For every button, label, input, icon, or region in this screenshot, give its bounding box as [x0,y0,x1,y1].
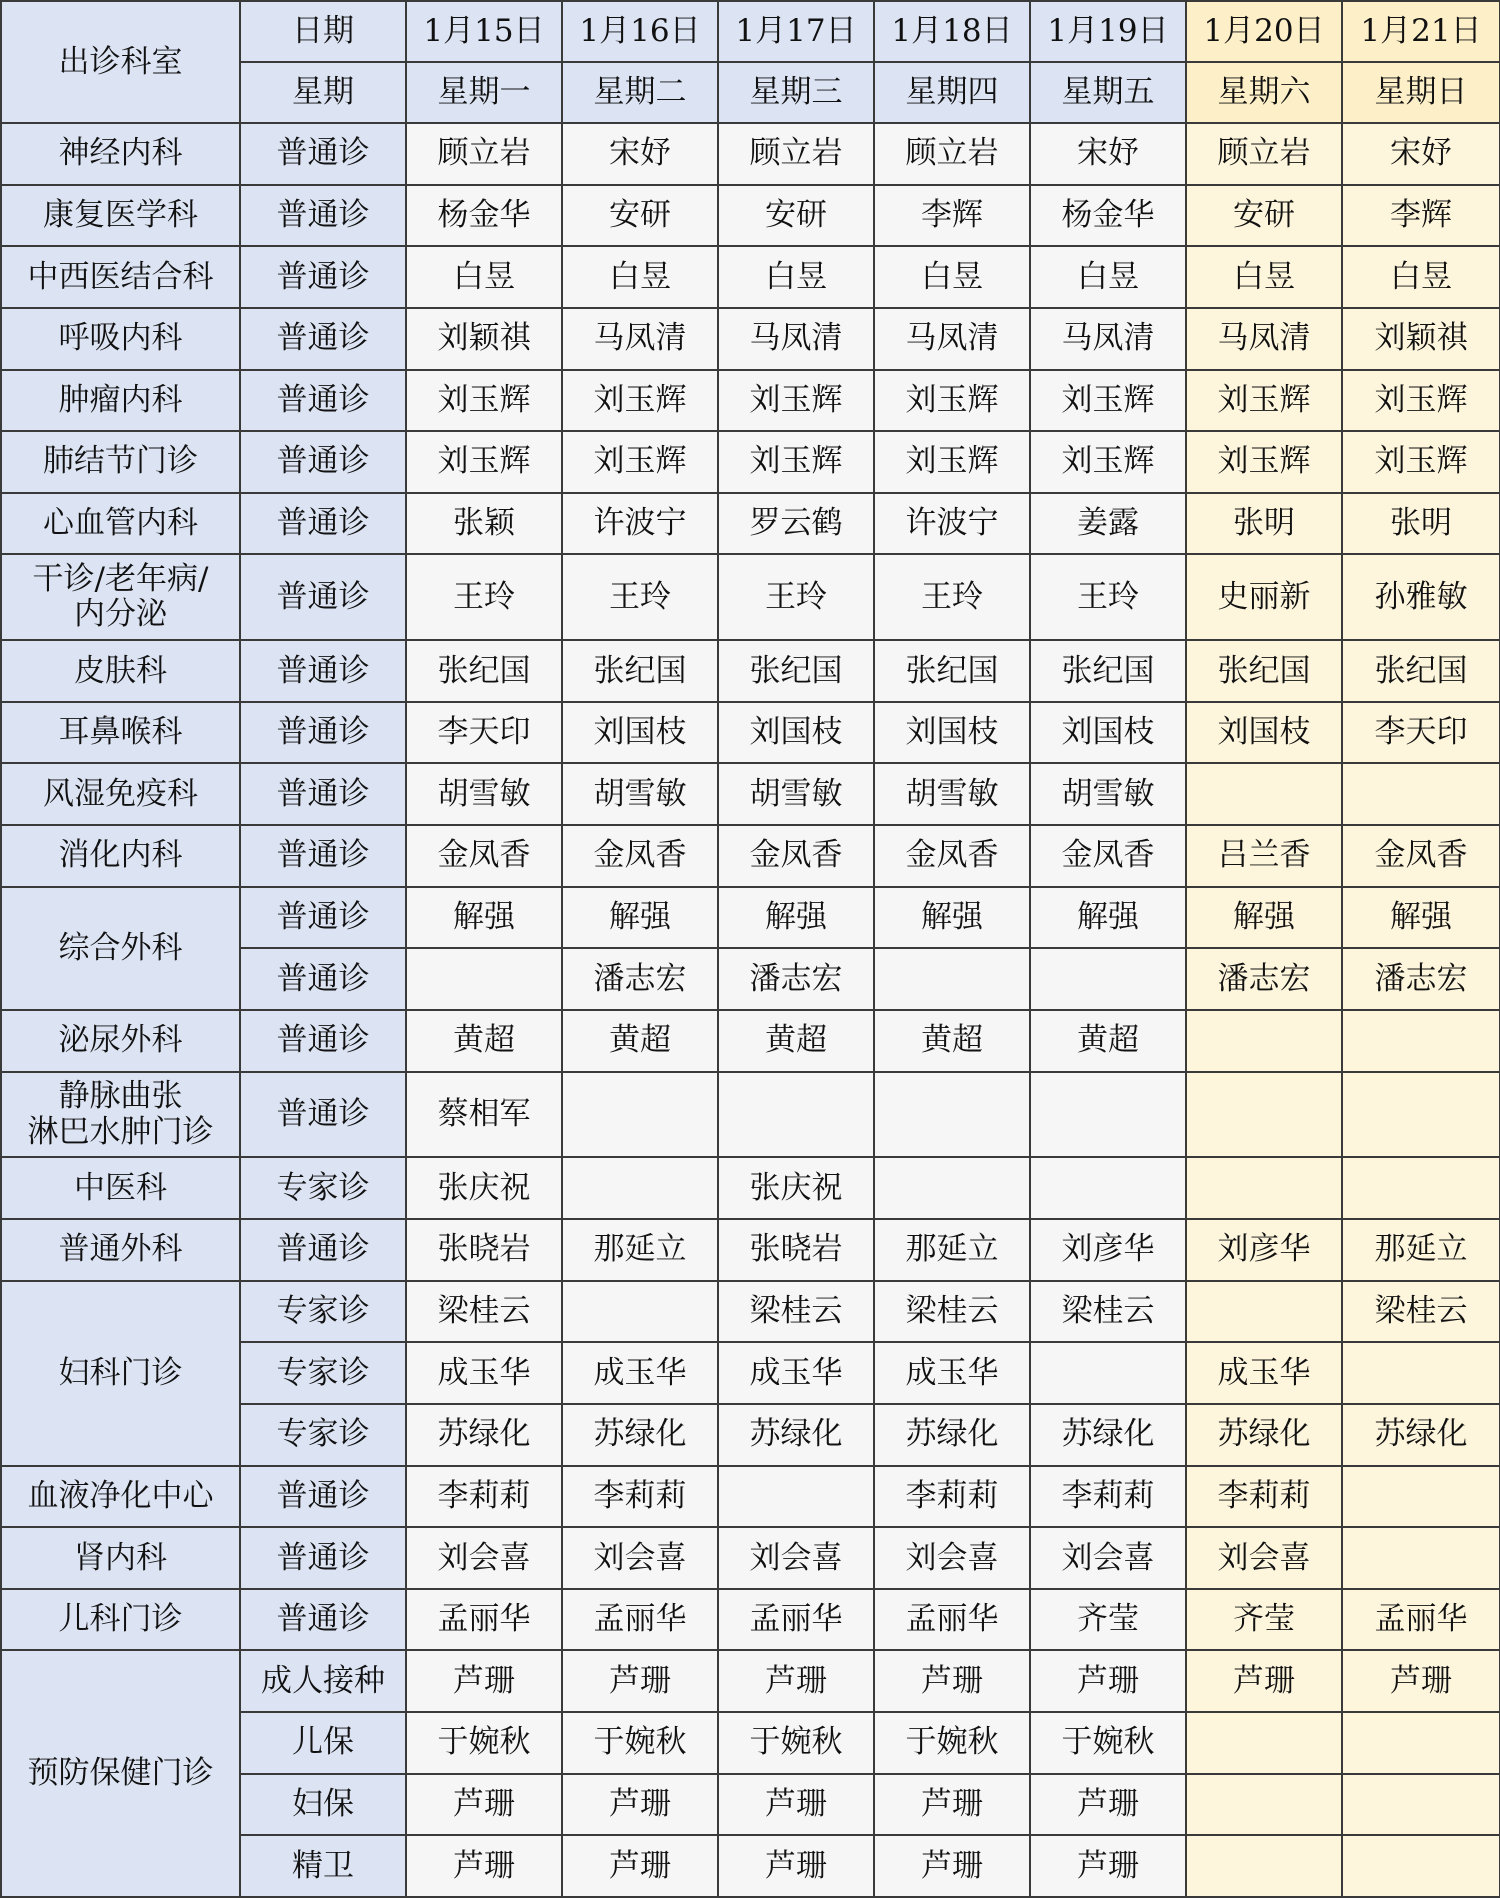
doctor-cell: 芦珊 [1030,1774,1186,1836]
weekday-label: 星期 [240,62,406,123]
department-name: 肾内科 [1,1527,240,1589]
doctor-cell: 苏绿化 [1030,1404,1186,1466]
department-name: 妇科门诊 [1,1281,240,1466]
clinic-type: 普通诊 [240,493,406,555]
doctor-cell: 杨金华 [1030,185,1186,247]
department-name: 康复医学科 [1,185,240,247]
doctor-cell: 潘志宏 [1342,948,1500,1010]
doctor-cell: 潘志宏 [1186,948,1342,1010]
clinic-type: 普通诊 [240,1589,406,1651]
doctor-cell [1342,1466,1500,1528]
doctor-cell: 潘志宏 [562,948,718,1010]
weekday-cell: 星期四 [874,62,1030,123]
doctor-cell: 顾立岩 [874,123,1030,185]
doctor-cell: 成玉华 [718,1342,874,1404]
doctor-cell: 芦珊 [1186,1650,1342,1712]
doctor-cell: 苏绿化 [406,1404,562,1466]
doctor-cell: 李莉莉 [1186,1466,1342,1528]
doctor-cell: 张纪国 [874,640,1030,702]
doctor-cell: 那延立 [562,1219,718,1281]
clinic-type: 专家诊 [240,1281,406,1343]
clinic-type: 专家诊 [240,1157,406,1219]
department-name: 预防保健门诊 [1,1650,240,1897]
doctor-cell: 苏绿化 [1342,1404,1500,1466]
doctor-cell [1186,1072,1342,1158]
doctor-cell: 那延立 [1342,1219,1500,1281]
weekday-cell: 星期六 [1186,62,1342,123]
date-cell: 1月17日 [718,1,874,62]
weekday-cell: 星期二 [562,62,718,123]
department-name: 儿科门诊 [1,1589,240,1651]
table-row [1,1072,1500,1158]
department-name: 消化内科 [1,825,240,887]
doctor-cell [562,1072,718,1158]
doctor-cell: 于婉秋 [874,1712,1030,1774]
doctor-cell: 于婉秋 [1030,1712,1186,1774]
doctor-cell: 刘玉辉 [562,431,718,493]
doctor-cell [406,948,562,1010]
doctor-cell [562,1281,718,1343]
clinic-type: 普通诊 [240,763,406,825]
clinic-type: 普通诊 [240,1527,406,1589]
doctor-cell: 芦珊 [562,1650,718,1712]
doctor-cell: 于婉秋 [718,1712,874,1774]
doctor-cell: 马凤清 [562,308,718,370]
doctor-cell: 姜露 [1030,493,1186,555]
doctor-cell: 芦珊 [406,1774,562,1836]
clinic-type: 普通诊 [240,370,406,432]
doctor-cell: 刘彦华 [1186,1219,1342,1281]
doctor-cell: 刘玉辉 [1342,431,1500,493]
department-name: 神经内科 [1,123,240,185]
doctor-cell: 苏绿化 [1186,1404,1342,1466]
doctor-cell: 张纪国 [406,640,562,702]
doctor-cell [1030,1157,1186,1219]
doctor-cell [1030,1342,1186,1404]
doctor-cell: 史丽新 [1186,554,1342,640]
table-row [1,1466,1500,1528]
doctor-cell: 宋妤 [1342,123,1500,185]
doctor-cell: 王玲 [562,554,718,640]
date-cell: 1月19日 [1030,1,1186,62]
doctor-cell: 李莉莉 [874,1466,1030,1528]
roster-body [1,123,1500,1897]
clinic-type: 成人接种 [240,1650,406,1712]
doctor-cell [1342,763,1500,825]
doctor-cell: 刘会喜 [406,1527,562,1589]
table-row [1,185,1500,247]
doctor-cell: 白昱 [406,246,562,308]
doctor-cell: 白昱 [718,246,874,308]
doctor-cell: 于婉秋 [406,1712,562,1774]
table-row [1,370,1500,432]
doctor-cell: 张纪国 [718,640,874,702]
doctor-cell: 李莉莉 [406,1466,562,1528]
doctor-cell [1030,1072,1186,1158]
doctor-cell: 张纪国 [562,640,718,702]
doctor-cell: 许波宁 [562,493,718,555]
doctor-cell: 解强 [1030,887,1186,949]
doctor-cell: 胡雪敏 [1030,763,1186,825]
roster-header [1,1,1500,123]
doctor-cell [1186,1281,1342,1343]
doctor-cell: 马凤清 [1186,308,1342,370]
date-cell: 1月20日 [1186,1,1342,62]
table-row [1,123,1500,185]
doctor-cell: 芦珊 [562,1774,718,1836]
doctor-cell: 刘国枝 [1186,702,1342,764]
doctor-cell: 马凤清 [874,308,1030,370]
date-cell: 1月16日 [562,1,718,62]
department-name: 心血管内科 [1,493,240,555]
department-name: 肿瘤内科 [1,370,240,432]
date-row [1,1,1500,62]
table-row [1,1281,1500,1343]
doctor-cell [1342,1774,1500,1836]
table-row [1,702,1500,764]
weekday-cell: 星期三 [718,62,874,123]
clinic-type: 普通诊 [240,554,406,640]
doctor-cell: 刘玉辉 [406,370,562,432]
doctor-cell: 芦珊 [406,1650,562,1712]
doctor-cell [1342,1342,1500,1404]
department-name: 中西医结合科 [1,246,240,308]
table-row [1,431,1500,493]
doctor-cell: 解强 [1186,887,1342,949]
doctor-cell [1186,1010,1342,1072]
doctor-cell: 刘玉辉 [562,370,718,432]
doctor-cell: 梁桂云 [718,1281,874,1343]
doctor-cell: 黄超 [562,1010,718,1072]
doctor-cell: 芦珊 [718,1835,874,1897]
doctor-cell: 刘国枝 [874,702,1030,764]
doctor-cell: 刘玉辉 [874,370,1030,432]
doctor-cell: 齐莹 [1030,1589,1186,1651]
department-name: 肺结节门诊 [1,431,240,493]
doctor-cell: 刘玉辉 [406,431,562,493]
doctor-cell: 金凤香 [1342,825,1500,887]
doctor-cell [1186,1157,1342,1219]
doctor-cell: 黄超 [406,1010,562,1072]
doctor-cell: 孟丽华 [562,1589,718,1651]
doctor-cell: 芦珊 [1030,1835,1186,1897]
date-cell: 1月18日 [874,1,1030,62]
doctor-cell [718,1072,874,1158]
dept-column-header: 出诊科室 [1,1,240,123]
doctor-cell: 芦珊 [718,1774,874,1836]
doctor-cell: 张晓岩 [718,1219,874,1281]
date-label: 日期 [240,1,406,62]
doctor-cell [1186,1712,1342,1774]
doctor-cell: 解强 [718,887,874,949]
clinic-type: 普通诊 [240,1010,406,1072]
doctor-cell: 胡雪敏 [874,763,1030,825]
table-row [1,246,1500,308]
clinic-type: 普通诊 [240,948,406,1010]
doctor-cell: 刘会喜 [1030,1527,1186,1589]
doctor-cell: 黄超 [718,1010,874,1072]
date-cell: 1月15日 [406,1,562,62]
department-name: 中医科 [1,1157,240,1219]
doctor-cell: 李莉莉 [1030,1466,1186,1528]
doctor-cell: 芦珊 [1342,1650,1500,1712]
doctor-cell: 成玉华 [1186,1342,1342,1404]
doctor-cell: 梁桂云 [1342,1281,1500,1343]
table-row [1,640,1500,702]
clinic-type: 普通诊 [240,1219,406,1281]
doctor-cell: 潘志宏 [718,948,874,1010]
doctor-cell: 白昱 [874,246,1030,308]
doctor-cell: 张庆祝 [406,1157,562,1219]
weekday-cell: 星期五 [1030,62,1186,123]
doctor-cell [1342,1072,1500,1158]
date-cell: 1月21日 [1342,1,1500,62]
department-name: 静脉曲张 淋巴水肿门诊 [1,1072,240,1158]
weekday-cell: 星期日 [1342,62,1500,123]
doctor-cell [1186,1835,1342,1897]
clinic-type: 专家诊 [240,1342,406,1404]
doctor-cell: 刘颖祺 [406,308,562,370]
clinic-type: 普通诊 [240,185,406,247]
doctor-cell: 安研 [718,185,874,247]
doctor-cell: 刘玉辉 [1342,370,1500,432]
doctor-cell: 张纪国 [1186,640,1342,702]
table-row [1,554,1500,640]
doctor-cell: 刘玉辉 [1030,370,1186,432]
doctor-cell: 安研 [1186,185,1342,247]
doctor-cell: 马凤清 [718,308,874,370]
doctor-cell: 孙雅敏 [1342,554,1500,640]
doctor-cell [874,948,1030,1010]
table-row [1,887,1500,949]
doctor-cell [1342,1527,1500,1589]
department-name: 干诊/老年病/ 内分泌 [1,554,240,640]
table-row [1,1010,1500,1072]
doctor-cell: 蔡相军 [406,1072,562,1158]
doctor-cell [1342,1835,1500,1897]
doctor-cell: 芦珊 [1030,1650,1186,1712]
doctor-cell: 王玲 [874,554,1030,640]
clinic-type: 普通诊 [240,1466,406,1528]
doctor-cell: 张明 [1186,493,1342,555]
doctor-cell: 张纪国 [1342,640,1500,702]
doctor-cell: 孟丽华 [1342,1589,1500,1651]
doctor-cell: 苏绿化 [562,1404,718,1466]
doctor-cell: 孟丽华 [718,1589,874,1651]
doctor-cell: 顾立岩 [718,123,874,185]
doctor-cell: 苏绿化 [874,1404,1030,1466]
doctor-cell: 白昱 [1342,246,1500,308]
doctor-cell [874,1072,1030,1158]
doctor-cell: 芦珊 [874,1650,1030,1712]
doctor-cell: 成玉华 [874,1342,1030,1404]
doctor-cell [1186,1774,1342,1836]
doctor-cell: 梁桂云 [1030,1281,1186,1343]
clinic-type: 普通诊 [240,702,406,764]
doctor-cell: 白昱 [1186,246,1342,308]
doctor-cell [718,1466,874,1528]
clinic-type: 普通诊 [240,640,406,702]
doctor-cell: 齐莹 [1186,1589,1342,1651]
clinic-type: 普通诊 [240,123,406,185]
doctor-cell: 金凤香 [874,825,1030,887]
department-name: 泌尿外科 [1,1010,240,1072]
clinic-type: 普通诊 [240,825,406,887]
table-row [1,1157,1500,1219]
table-row [1,493,1500,555]
doctor-cell: 刘玉辉 [718,431,874,493]
doctor-cell: 刘国枝 [1030,702,1186,764]
doctor-cell: 解强 [406,887,562,949]
table-row [1,1589,1500,1651]
doctor-cell [874,1157,1030,1219]
doctor-cell: 成玉华 [406,1342,562,1404]
doctor-cell: 许波宁 [874,493,1030,555]
doctor-cell: 胡雪敏 [562,763,718,825]
doctor-cell: 李莉莉 [562,1466,718,1528]
clinic-type: 普通诊 [240,431,406,493]
department-name: 呼吸内科 [1,308,240,370]
doctor-cell: 解强 [874,887,1030,949]
table-row [1,1527,1500,1589]
doctor-cell: 张颖 [406,493,562,555]
doctor-cell: 李天印 [406,702,562,764]
doctor-cell [1186,763,1342,825]
doctor-cell: 金凤香 [406,825,562,887]
doctor-cell: 刘国枝 [718,702,874,764]
doctor-cell: 顾立岩 [406,123,562,185]
department-name: 普通外科 [1,1219,240,1281]
doctor-cell: 黄超 [874,1010,1030,1072]
doctor-cell: 芦珊 [406,1835,562,1897]
doctor-cell: 胡雪敏 [406,763,562,825]
doctor-cell: 杨金华 [406,185,562,247]
doctor-cell: 李辉 [1342,185,1500,247]
clinic-type: 普通诊 [240,308,406,370]
doctor-cell: 芦珊 [874,1774,1030,1836]
doctor-cell: 芦珊 [562,1835,718,1897]
doctor-cell: 芦珊 [874,1835,1030,1897]
doctor-cell: 白昱 [1030,246,1186,308]
doctor-cell: 宋妤 [562,123,718,185]
doctor-cell: 顾立岩 [1186,123,1342,185]
doctor-cell: 刘玉辉 [874,431,1030,493]
doctor-cell: 梁桂云 [406,1281,562,1343]
department-name: 风湿免疫科 [1,763,240,825]
doctor-cell: 吕兰香 [1186,825,1342,887]
department-name: 综合外科 [1,887,240,1010]
clinic-type: 普通诊 [240,1072,406,1158]
doctor-cell: 张晓岩 [406,1219,562,1281]
doctor-cell: 解强 [562,887,718,949]
doctor-cell: 安研 [562,185,718,247]
doctor-cell: 胡雪敏 [718,763,874,825]
doctor-cell: 刘颖祺 [1342,308,1500,370]
doctor-cell: 于婉秋 [562,1712,718,1774]
weekday-cell: 星期一 [406,62,562,123]
doctor-cell: 刘玉辉 [1186,431,1342,493]
doctor-cell: 解强 [1342,887,1500,949]
doctor-cell: 李天印 [1342,702,1500,764]
doctor-cell: 王玲 [718,554,874,640]
doctor-cell: 刘彦华 [1030,1219,1186,1281]
doctor-cell: 黄超 [1030,1010,1186,1072]
doctor-cell: 张纪国 [1030,640,1186,702]
doctor-cell: 苏绿化 [718,1404,874,1466]
doctor-cell: 刘玉辉 [1186,370,1342,432]
doctor-cell: 刘会喜 [1186,1527,1342,1589]
doctor-cell: 梁桂云 [874,1281,1030,1343]
clinic-type: 儿保 [240,1712,406,1774]
doctor-cell: 那延立 [874,1219,1030,1281]
doctor-cell: 王玲 [406,554,562,640]
doctor-cell: 金凤香 [718,825,874,887]
doctor-cell [1342,1712,1500,1774]
doctor-cell [1030,948,1186,1010]
doctor-cell: 成玉华 [562,1342,718,1404]
doctor-cell: 刘会喜 [874,1527,1030,1589]
department-name: 皮肤科 [1,640,240,702]
doctor-cell: 罗云鹤 [718,493,874,555]
doctor-cell: 刘国枝 [562,702,718,764]
clinic-type: 普通诊 [240,887,406,949]
doctor-cell: 刘会喜 [562,1527,718,1589]
table-row [1,1219,1500,1281]
doctor-cell [562,1157,718,1219]
table-row [1,763,1500,825]
doctor-cell: 张庆祝 [718,1157,874,1219]
doctor-cell: 金凤香 [562,825,718,887]
doctor-cell [1342,1010,1500,1072]
doctor-cell: 孟丽华 [874,1589,1030,1651]
doctor-cell: 刘玉辉 [1030,431,1186,493]
doctor-cell: 马凤清 [1030,308,1186,370]
clinic-type: 普通诊 [240,246,406,308]
clinic-type: 妇保 [240,1774,406,1836]
doctor-cell: 李辉 [874,185,1030,247]
table-row [1,308,1500,370]
doctor-cell: 金凤香 [1030,825,1186,887]
clinic-type: 精卫 [240,1835,406,1897]
doctor-cell: 刘会喜 [718,1527,874,1589]
department-name: 血液净化中心 [1,1466,240,1528]
doctor-cell [1342,1157,1500,1219]
table-row [1,825,1500,887]
table-row [1,1650,1500,1712]
doctor-cell: 刘玉辉 [718,370,874,432]
department-name: 耳鼻喉科 [1,702,240,764]
doctor-cell: 芦珊 [718,1650,874,1712]
clinic-type: 专家诊 [240,1404,406,1466]
doctor-cell: 宋妤 [1030,123,1186,185]
doctor-cell: 白昱 [562,246,718,308]
doctor-cell: 王玲 [1030,554,1186,640]
doctor-cell: 孟丽华 [406,1589,562,1651]
doctor-cell: 张明 [1342,493,1500,555]
